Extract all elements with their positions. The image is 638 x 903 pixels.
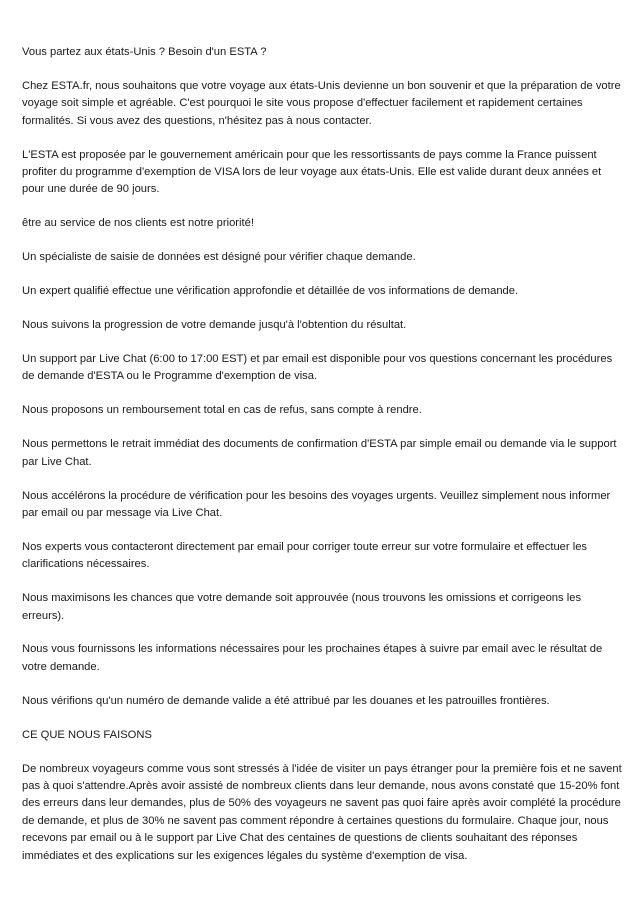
paragraph-next-steps: Nous vous fournissons les informations nécessaires pour les prochaines étapes à suivre par email avec le résultat de votre demande. xyxy=(22,643,603,673)
paragraph-documents: Nous permettons le retrait immédiat des documents de confirmation d'ESTA par simple email ou demande via le support par Live Chat. xyxy=(22,438,617,468)
paragraph-verification: Nous vérifions qu'un numéro de demande valide a été attribué par les douanes et les patrouilles frontières. xyxy=(22,694,550,707)
section-heading: CE QUE NOUS FAISONS xyxy=(22,728,152,741)
paragraph-corrections: Nos experts vous contacteront directement par email pour corriger toute erreur sur votre formulaire et effectuer les clarifications nécessaires. xyxy=(22,540,588,571)
paragraph-approval: Nous maximisons les chances que votre demande soit approuvée (nous trouvons les omissions et corrigeons les erreurs). xyxy=(22,592,582,622)
paragraph-expert: Un expert qualifié effectue une vérification approfondie et détaillée de vos informations de demande. xyxy=(22,285,519,298)
document-body xyxy=(22,44,622,865)
paragraph-urgent: Nous accélérons la procédure de vérification pour les besoins des voyages urgents. Veuillez simplement nous informer par email ou par message via Live Chat. xyxy=(22,489,611,519)
paragraph-refund: Nous proposons un remboursement total en cas de refus, sans compte à rendre. xyxy=(22,404,422,417)
paragraph-welcome: Chez ESTA.fr, nous souhaitons que votre voyage aux états-Unis devienne un bon souvenir et que la préparation de votre voyage soit simple et agréable. C'est pourquoi le site vous propose d'effectuer facilement et rapidement certaines formalités. Si vous avez des questions, n'hésitez pas à nous contacter. xyxy=(22,79,621,127)
paragraph-priority: être au service de nos clients est notre priorité! xyxy=(22,217,254,230)
paragraph-progress: Nous suivons la progression de votre demande jusqu'à l'obtention du résultat. xyxy=(22,319,407,332)
paragraph-travelers: De nombreux voyageurs comme vous sont stressés à l'idée de visiter un pays étranger pour la première fois et ne savent pas à quoi s'attendre.Après avoir assisté de nombreux clients dans leur demande, nous avons constaté que 15-20% font des erreurs dans leur demandes, plus de 50% des voyageurs ne savent pas quoi faire après avoir complété la procédure de demande, et plus de 30% ne savent pas comment répondre à certaines questions du formulaire. Chaque jour, nous recevons par email ou à le support par Live Chat des centaines de questions de clients souhaitant des réponses immédiates et des explications sur les exigences légales du système d'exemption de visa. xyxy=(22,762,622,862)
paragraph-specialist: Un spécialiste de saisie de données est désigné pour vérifier chaque demande. xyxy=(22,251,416,264)
intro-question: Vous partez aux états-Unis ? Besoin d'un ESTA ? xyxy=(22,46,267,58)
paragraph-support: Un support par Live Chat (6:00 to 17:00 EST) et par email est disponible pour vos questions concernant les procédures de demande d'ESTA ou le Programme d'exemption de visa. xyxy=(22,352,613,383)
paragraph-esta-definition: L'ESTA est proposée par le gouvernement américain pour que les ressortissants de pays comme la France puissent profiter du programme d'exemption de VISA lors de leur voyage aux états-Unis. Elle est valide durant deux années et pour une durée de 90 jours. xyxy=(22,148,602,196)
